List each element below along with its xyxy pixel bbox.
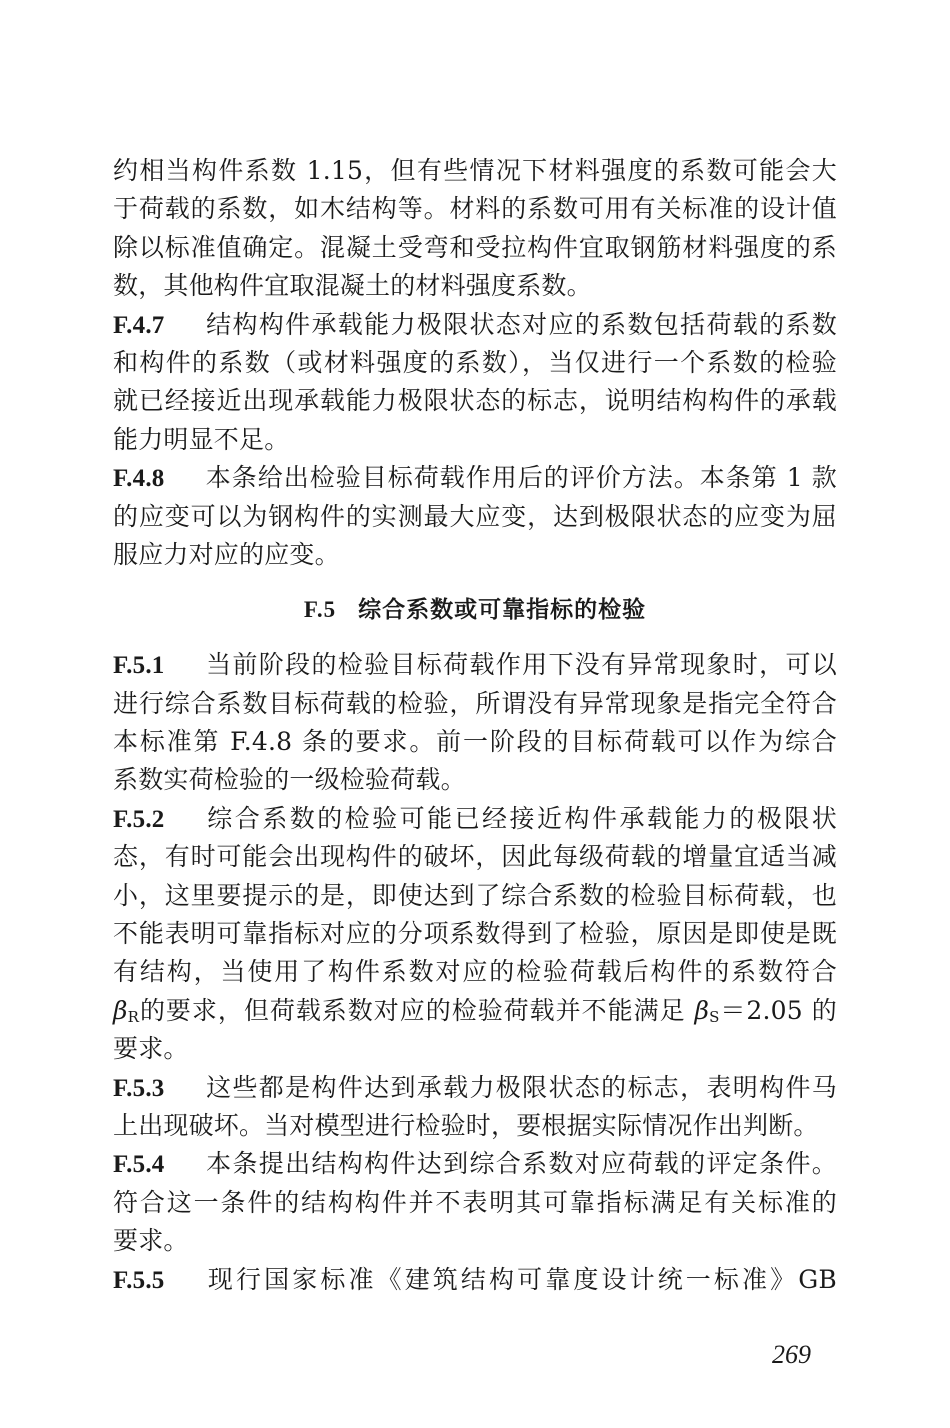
section-title: 综合系数或可靠指标的检验 [358, 597, 647, 624]
text-line: 数，其他构件宜取混凝土的材料强度系数。 [113, 271, 592, 301]
text-line: 上出现破坏。当对模型进行检验时，要根据实际情况作出判断。 [113, 1110, 819, 1140]
formula-text-a: 的要求，但荷载系数对应的检验荷载并不能满足 [139, 995, 686, 1025]
text-line: 除以标准值确定。混凝土受弯和受拉构件宜取钢筋材料强度的系 [113, 232, 837, 262]
clause-number: F.5.1 [113, 652, 165, 680]
text-line: 本条提出结构构件达到综合系数对应荷载的评定条件。 [205, 1149, 837, 1179]
text-line: 进行综合系数目标荷载的检验，所谓没有异常现象是指完全符合 [113, 688, 837, 718]
clause-f-4-7 [113, 306, 837, 460]
beta-r-symbol: β [113, 995, 128, 1025]
text-line: 要求。 [113, 1226, 189, 1256]
clause-f-4-8 [113, 459, 837, 574]
clause-number: F.5.4 [113, 1151, 165, 1179]
clause-number: F.5.5 [113, 1266, 165, 1294]
text-line: 这些都是构件达到承载力极限状态的标志，表明构件马 [205, 1072, 837, 1102]
text-line: 要求。 [113, 1034, 189, 1064]
clause-f-5-1 [113, 646, 837, 800]
text-line: 就已经接近出现承载能力极限状态的标志，说明结构构件的承载 [113, 386, 837, 416]
text-line: 符合这一条件的结构构件并不表明其可靠指标满足有关标准的 [113, 1187, 837, 1217]
text-line: 结构构件承载能力极限状态对应的系数包括荷载的系数 [205, 309, 837, 339]
text-line: 态，有时可能会出现构件的破坏，因此每级荷载的增量宜适当减 [113, 842, 837, 872]
clause-number: F.5.3 [113, 1074, 165, 1102]
formula-text-b: ＝2.05 的 [719, 995, 837, 1025]
beta-r-subscript: R [127, 1007, 140, 1026]
page-number: 269 [772, 1340, 811, 1369]
text-line: 的应变可以为钢构件的实测最大应变，达到极限状态的应变为屈 [113, 501, 837, 531]
clause-f-5-5 [113, 1261, 837, 1299]
clause-number: F.5.2 [113, 805, 165, 833]
text-line: 能力明显不足。 [113, 424, 290, 454]
clause-number: F.4.7 [113, 311, 165, 339]
section-heading [113, 574, 837, 646]
beta-s-symbol: β [694, 995, 710, 1025]
formula-line [113, 992, 837, 1030]
text-line: 现行国家标准《建筑结构可靠度设计统一标准》GB [205, 1264, 837, 1294]
text-line: 小，这里要提示的是，即使达到了综合系数的检验目标荷载，也 [113, 880, 837, 910]
text-line: 约相当构件系数 1.15，但有些情况下材料强度的系数可能会大 [113, 156, 837, 185]
text-line: 本条给出检验目标荷载作用后的评价方法。本条第 1 款 [205, 463, 837, 493]
text-line: 综合系数的检验可能已经接近构件承载能力的极限状 [205, 803, 837, 833]
text-line: 和构件的系数（或材料强度的系数），当仅进行一个系数的检验 [113, 347, 837, 377]
text-line: 服应力对应的应变。 [113, 539, 340, 569]
text-line: 于荷载的系数，如木结构等。材料的系数可用有关标准的设计值 [113, 194, 837, 224]
beta-s-subscript: S [709, 1007, 720, 1026]
paragraph-continuation [113, 152, 837, 306]
section-number: F.5 [303, 597, 337, 623]
clause-f-5-2 [113, 800, 837, 1069]
text-line: 有结构，当使用了构件系数对应的检验荷载后构件的系数符合 [113, 957, 837, 987]
text-line: 当前阶段的检验目标荷载作用下没有异常现象时，可以 [205, 650, 837, 680]
clause-f-5-4 [113, 1145, 837, 1260]
page-body [113, 152, 837, 1299]
clause-number: F.4.8 [113, 465, 165, 493]
text-line: 本标准第 F.4.8 条的要求。前一阶段的目标荷载可以作为综合 [113, 727, 837, 757]
text-line: 系数实荷检验的一级检验荷载。 [113, 765, 466, 795]
clause-f-5-3 [113, 1069, 837, 1146]
text-line: 不能表明可靠指标对应的分项系数得到了检验，原因是即使是既 [113, 919, 837, 949]
